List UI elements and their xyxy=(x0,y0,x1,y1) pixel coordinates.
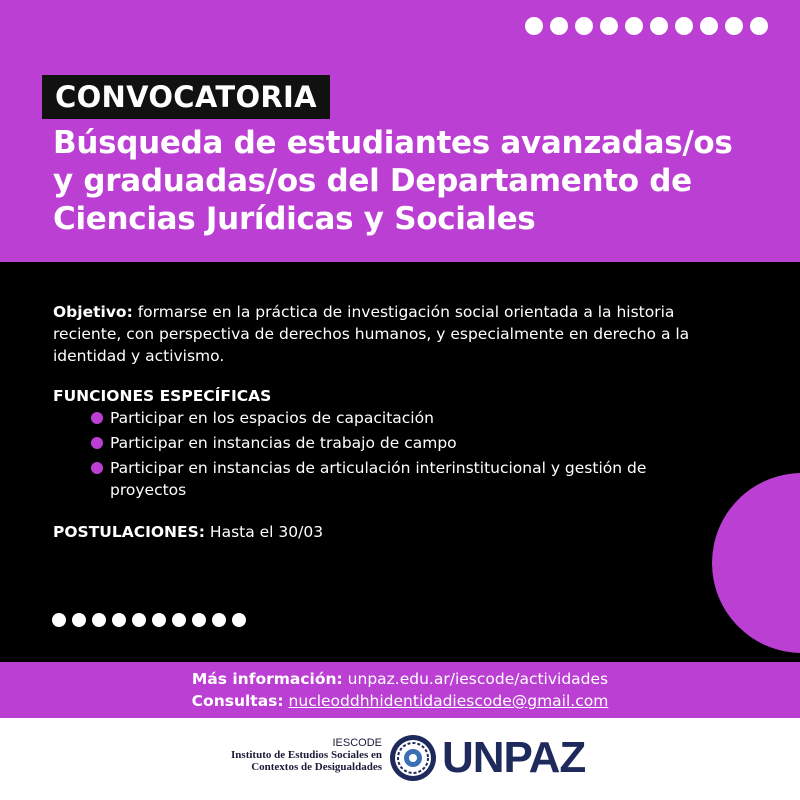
postulations-text: Hasta el 30/03 xyxy=(204,523,324,541)
dot xyxy=(72,613,86,627)
dot xyxy=(525,17,543,35)
list-item xyxy=(91,407,711,429)
function-text: Participar en instancias de articulación interinstitucional y gestión de proyectos xyxy=(110,459,647,499)
dot xyxy=(192,613,206,627)
dot xyxy=(550,17,568,35)
decorative-circle xyxy=(712,473,800,653)
headline-line: y graduadas/os del Departamento de xyxy=(53,163,692,199)
function-text: Participar en los espacios de capacitación xyxy=(110,409,434,427)
objective-paragraph xyxy=(53,301,733,367)
dot xyxy=(750,17,768,35)
dot xyxy=(152,613,166,627)
bullet-icon xyxy=(91,462,103,474)
dot xyxy=(725,17,743,35)
page-title xyxy=(53,124,773,238)
postulations xyxy=(53,521,323,543)
objective-text: formarse en la práctica de investigación social orientada a la historia reciente, con perspectiva de derechos humanos, y especialmente en derecho a la identidad y activismo. xyxy=(53,303,690,365)
institute-name-line2: Contextos de Desigualdades xyxy=(251,761,382,773)
dot xyxy=(112,613,126,627)
postulations-label: POSTULACIONES: xyxy=(53,523,205,541)
functions-list xyxy=(91,407,711,504)
dot xyxy=(650,17,668,35)
decorative-dots-bottom xyxy=(52,613,246,627)
header-banner xyxy=(0,0,800,262)
institute-name-line1: Instituto de Estudios Sociales en xyxy=(231,749,382,761)
dot xyxy=(675,17,693,35)
contact-line xyxy=(0,690,800,712)
more-info-line xyxy=(0,668,800,690)
dot xyxy=(232,613,246,627)
headline-line: Búsqueda de estudiantes avanzadas/os xyxy=(53,125,733,161)
info-bar xyxy=(0,662,800,718)
bullet-icon xyxy=(91,412,103,424)
objective-label: Objetivo: xyxy=(53,303,133,321)
more-info-link[interactable]: unpaz.edu.ar/iescode/actividades xyxy=(342,670,609,688)
dot xyxy=(52,613,66,627)
headline-line: Ciencias Jurídicas y Sociales xyxy=(53,201,536,237)
iescode-institute xyxy=(231,737,382,773)
iescode-acronym: IESCODE xyxy=(332,737,382,749)
contact-label: Consultas: xyxy=(191,692,284,710)
unpaz-logo: UNPAZ xyxy=(442,733,586,782)
bullet-icon xyxy=(91,437,103,449)
iescode-seal-icon xyxy=(389,734,437,782)
contact-email-link[interactable]: nucleoddhhidentidadiescode@gmail.com xyxy=(288,692,609,710)
decorative-dots-top xyxy=(525,17,768,35)
function-text: Participar en instancias de trabajo de campo xyxy=(110,434,457,452)
list-item xyxy=(91,457,711,501)
dot xyxy=(212,613,226,627)
footer xyxy=(0,718,800,800)
more-info-label: Más información: xyxy=(191,670,343,688)
dot xyxy=(600,17,618,35)
functions-title: FUNCIONES ESPECÍFICAS xyxy=(53,387,272,405)
convocatoria-tag: CONVOCATORIA xyxy=(42,75,330,119)
dot xyxy=(700,17,718,35)
dot xyxy=(625,17,643,35)
dot xyxy=(575,17,593,35)
dot xyxy=(132,613,146,627)
dot xyxy=(92,613,106,627)
dot xyxy=(172,613,186,627)
list-item xyxy=(91,432,711,454)
